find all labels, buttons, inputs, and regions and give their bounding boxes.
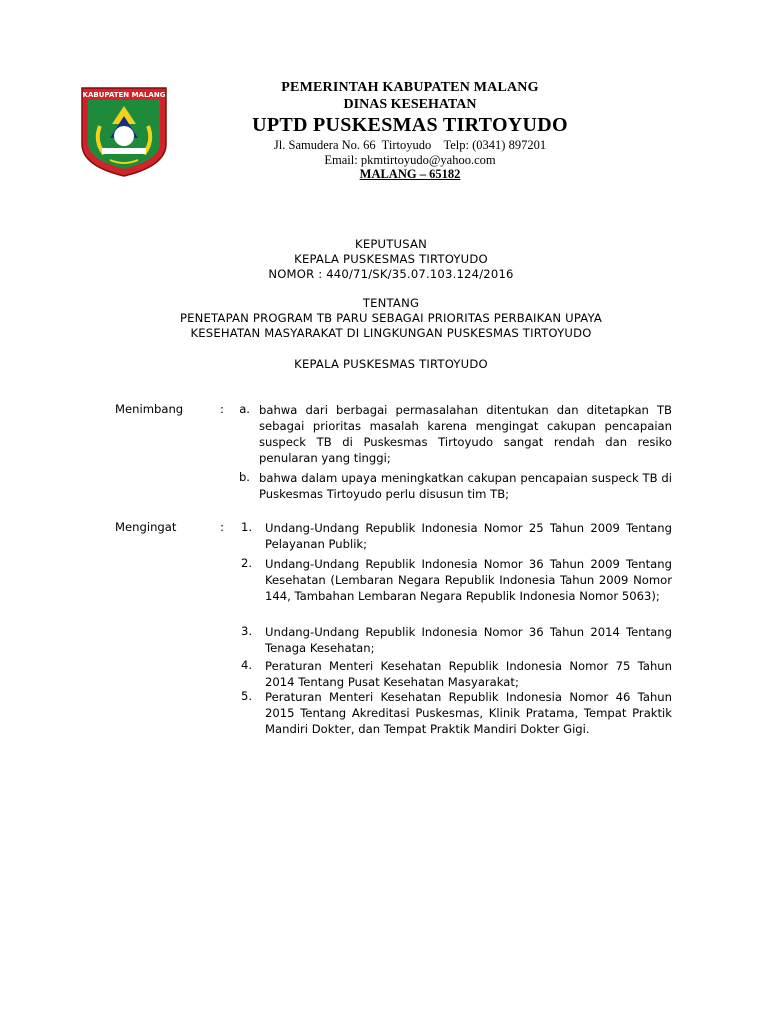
mengingat-item: Undang-Undang Republik Indonesia Nomor 25 Tahun 2009 Tentang Pelayanan Publik; (265, 521, 672, 551)
mengingat-marker: 3. (240, 624, 252, 638)
address-line: Jl. Samudera No. 66 Tirtoyudo Telp: (0341) 897201 (273, 138, 547, 152)
menimbang-marker: a. (239, 402, 250, 416)
mengingat-item: Peraturan Menteri Kesehatan Republik Indonesia Nomor 75 Tahun 2014 Tentang Pusat Kesehatan Masyarakat; (265, 659, 672, 689)
decree-subject-line-1: PENETAPAN PROGRAM TB PARU SEBAGAI PRIORITAS PERBAIKAN UPAYA (179, 311, 603, 325)
agency-name: DINAS KESEHATAN (343, 97, 477, 112)
mengingat-marker: 1. (240, 520, 252, 534)
decree-issuer: KEPALA PUSKESMAS TIRTOYUDO (294, 252, 488, 266)
mengingat-item: Undang-Undang Republik Indonesia Nomor 36 Tahun 2014 Tentang Tenaga Kesehatan; (265, 625, 672, 655)
emblem-text: KABUPATEN MALANG (82, 91, 166, 99)
mengingat-colon: : (220, 520, 224, 534)
mengingat-marker: 5. (240, 689, 252, 703)
decree-number: NOMOR : 440/71/SK/35.07.103.124/2016 (268, 267, 514, 281)
mengingat-label: Mengingat (115, 520, 177, 534)
institution-name: UPTD PUSKESMAS TIRTOYUDO (252, 114, 568, 136)
menimbang-label: Menimbang (115, 402, 184, 416)
menimbang-item: bahwa dari berbagai permasalahan ditentukan dan ditetapkan TB sebagai prioritas masalah karena mengingat cakupan pencapaian suspeck TB di Puskesmas Tirtoyudo sangat rendah dan resiko penularan yang tinggi; (259, 403, 672, 465)
decree-title: KEPUTUSAN (355, 237, 427, 251)
menimbang-item: bahwa dalam upaya meningkatkan cakupan pencapaian suspeck TB di Puskesmas Tirtoyudo perlu disusun tim TB; (259, 471, 672, 501)
decree-subject-line-2: KESEHATAN MASYARAKAT DI LINGKUNGAN PUSKESMAS TIRTOYUDO (190, 326, 592, 340)
city-postal: MALANG – 65182 (359, 167, 461, 181)
government-name: PEMERINTAH KABUPATEN MALANG (281, 80, 539, 95)
decree-signatory: KEPALA PUSKESMAS TIRTOYUDO (294, 357, 488, 371)
mengingat-item: Undang-Undang Republik Indonesia Nomor 36 Tahun 2009 Tentang Kesehatan (Lembaran Negara Republik Indonesia Tahun 2009 Nomor 144, Tambahan Lembaran Negara Republik Indonesia Nomor 5063); (265, 557, 672, 603)
menimbang-colon: : (220, 402, 224, 416)
kabupaten-malang-emblem (80, 86, 168, 178)
mengingat-marker: 2. (240, 556, 252, 570)
decree-about: TENTANG (362, 296, 420, 310)
email-line: Email: pkmtirtoyudo@yahoo.com (324, 153, 496, 167)
mengingat-marker: 4. (240, 658, 252, 672)
menimbang-marker: b. (238, 470, 250, 484)
mengingat-item: Peraturan Menteri Kesehatan Republik Indonesia Nomor 46 Tahun 2015 Tentang Akreditasi Puskesmas, Klinik Pratama, Tempat Praktik Mandiri Dokter, dan Tempat Praktik Mandiri Dokter Gigi. (265, 690, 672, 736)
